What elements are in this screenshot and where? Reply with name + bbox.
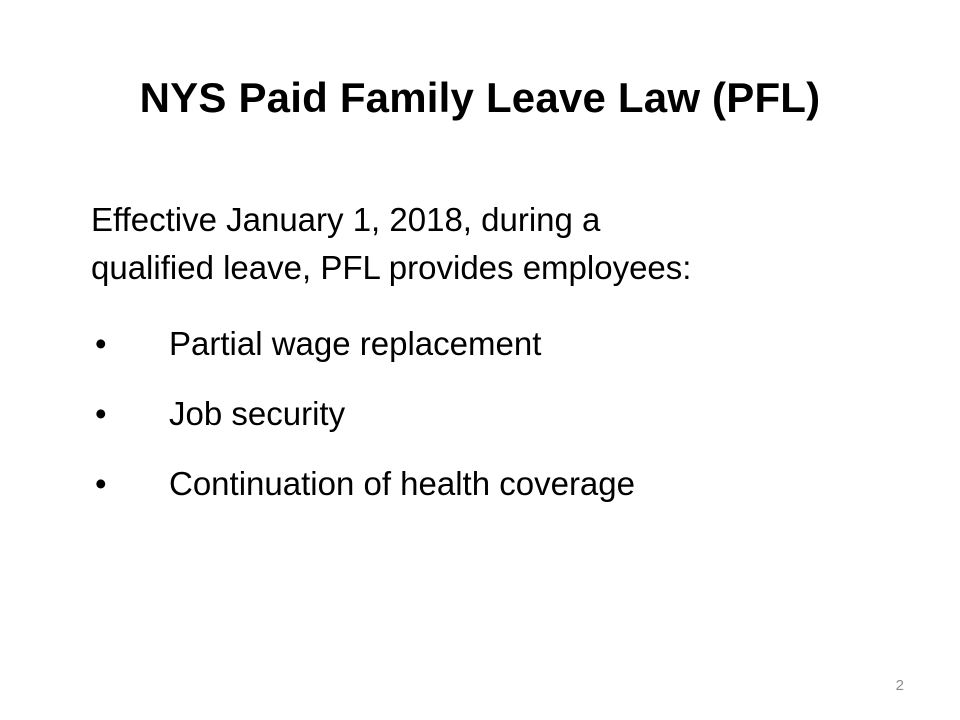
bullet-item bbox=[91, 384, 911, 454]
intro-line-1: Effective January 1, 2018, during a bbox=[91, 201, 601, 238]
bullet-text: Partial wage replacement bbox=[169, 325, 542, 362]
slide-number: 2 bbox=[895, 677, 904, 694]
bullet-icon: • bbox=[95, 465, 107, 502]
bullet-item bbox=[91, 454, 911, 526]
bullet-item bbox=[91, 314, 911, 384]
bullet-text: Job security bbox=[169, 395, 346, 432]
intro-line-2: qualified leave, PFL provides employees: bbox=[91, 249, 692, 286]
intro-paragraph bbox=[91, 196, 891, 292]
bullet-text: Continuation of health coverage bbox=[169, 465, 635, 502]
bullet-list bbox=[91, 314, 911, 526]
bullet-icon: • bbox=[95, 325, 107, 362]
slide-title: NYS Paid Family Leave Law (PFL) bbox=[139, 74, 821, 121]
bullet-icon: • bbox=[95, 395, 107, 432]
